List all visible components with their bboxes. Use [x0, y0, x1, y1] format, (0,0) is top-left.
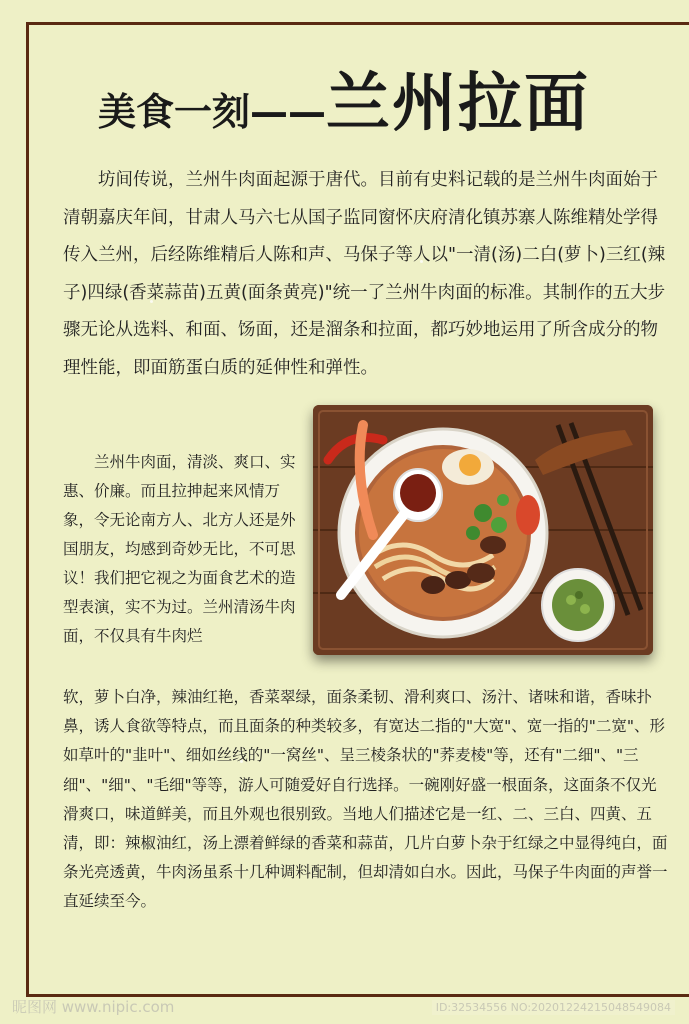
description-paragraph-top	[63, 448, 308, 651]
description-paragraph-bottom	[63, 683, 668, 917]
title-prefix: 美食一刻——	[98, 90, 327, 134]
intro-paragraph	[63, 162, 668, 387]
noodle-bowl-image	[313, 405, 653, 655]
watermark-id: ID:32534556 NO:20201224215048549084	[432, 1000, 675, 1015]
description-text-top: 兰州牛肉面，清淡、爽口、实惠、价廉。而且拉抻起来风情万象，令无论南方人、北方人还是外国朋友，均感到奇妙无比，不可思议！我们把它视之为面食艺术的造型表演，实不为过。兰州清汤牛肉面，不仅具有牛肉烂	[63, 453, 296, 645]
page-title	[98, 52, 591, 141]
intro-text: 坊间传说，兰州牛肉面起源于唐代。目前有史料记载的是兰州牛肉面始于清朝嘉庆年间，甘肃人马六七从国子监同窗怀庆府清化镇苏寨人陈维精处学得传入兰州，后经陈维精后人陈和声、马保子等人以"一清(汤)二白(萝卜)三红(辣子)四绿(香菜蒜苗)五黄(面条黄亮)"统一了兰州牛肉面的标准。其制作的五大步骤无论从选料、和面、饧面，还是溜条和拉面，都巧妙地运用了所含成分的物理性能，即面筋蛋白质的延伸性和弹性。	[63, 170, 666, 378]
watermark-logo: 昵图网 www.nipic.com	[12, 998, 175, 1016]
description-text-bottom: 软，萝卜白净，辣油红艳，香菜翠绿，面条柔韧、滑利爽口、汤汁、诸味和谐，香味扑鼻，诱人食欲等特点，而且面条的种类较多，有宽达二指的"大宽"、宽一指的"二宽"、形如草叶的"韭叶"、细如丝线的"一窝丝"、呈三棱条状的"荞麦棱"等，还有"二细"、"三细"、"细"、"毛细"等等，游人可随爱好自行选择。一碗刚好盛一根面条，这面条不仅光滑爽口，味道鲜美，而且外观也很别致。当地人们描述它是一红、二、三白、四黄、五清，即：辣椒油红，汤上漂着鲜绿的香菜和蒜苗，几片白萝卜杂于红绿之中显得纯白，面条光亮透黄，牛肉汤虽系十几种调料配制，但却清如白水。因此，马保子牛肉面的声誉一直延续至今。	[63, 688, 668, 911]
noodle-bowl-illustration	[313, 405, 653, 655]
title-main: 兰州拉面	[326, 67, 591, 141]
